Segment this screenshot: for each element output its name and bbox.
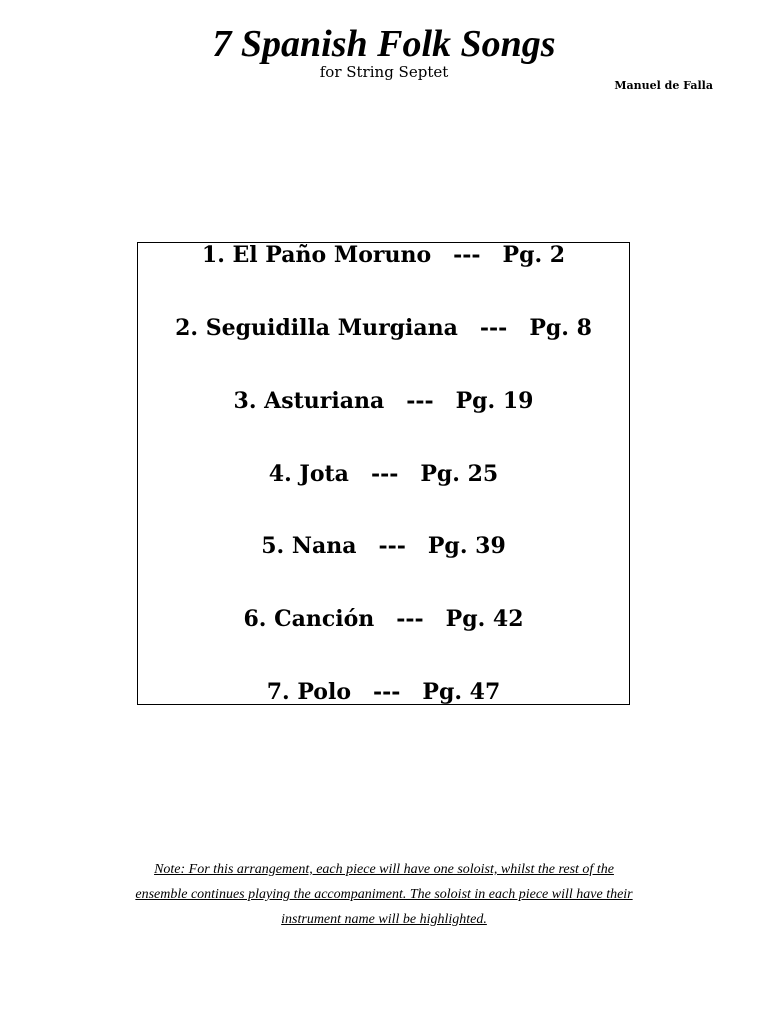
toc-entry <box>138 240 629 270</box>
toc-entry <box>138 531 629 561</box>
note-line: ensemble continues playing the accompaniment. The soloist in each piece will have their <box>135 887 633 902</box>
toc-entry-title: 2. Seguidilla Murgiana <box>175 315 458 341</box>
toc-separator: --- <box>396 606 424 632</box>
composer-name: Manuel de Falla <box>614 79 713 92</box>
toc-separator: --- <box>453 242 481 268</box>
toc-entry <box>138 386 629 416</box>
toc-entry-page: Pg. 2 <box>502 242 566 268</box>
document-title: 7 Spanish Folk Songs <box>212 23 556 65</box>
toc-entry <box>138 313 629 343</box>
toc-entry-title: 3. Asturiana <box>233 388 385 414</box>
document-subtitle: for String Septet <box>319 63 449 81</box>
toc-entry-page: Pg. 8 <box>529 315 592 341</box>
arrangement-note <box>30 857 738 932</box>
toc-entry-title: 5. Nana <box>261 533 357 559</box>
toc-entry-title: 7. Polo <box>266 679 352 705</box>
toc-separator: --- <box>378 533 406 559</box>
toc-entry-title: 1. El Paño Moruno <box>201 242 432 268</box>
toc-separator: --- <box>479 315 508 341</box>
toc-entry <box>138 459 629 489</box>
toc-entry-page: Pg. 19 <box>455 388 534 414</box>
toc-entry <box>138 677 629 707</box>
toc-entry <box>138 604 629 634</box>
toc-entry-title: 4. Jota <box>268 461 349 487</box>
toc-separator: --- <box>373 679 401 705</box>
toc-entry-page: Pg. 25 <box>420 461 499 487</box>
toc-entry-page: Pg. 47 <box>422 679 501 705</box>
toc-entry-page: Pg. 39 <box>427 533 506 559</box>
toc-separator: --- <box>406 388 434 414</box>
table-of-contents <box>137 242 630 705</box>
note-line: Note: For this arrangement, each piece will have one soloist, whilst the rest of the <box>154 862 614 877</box>
toc-entry-title: 6. Canción <box>243 606 375 632</box>
toc-separator: --- <box>370 461 399 487</box>
toc-entry-page: Pg. 42 <box>445 606 524 632</box>
note-line: instrument name will be highlighted. <box>281 912 487 927</box>
